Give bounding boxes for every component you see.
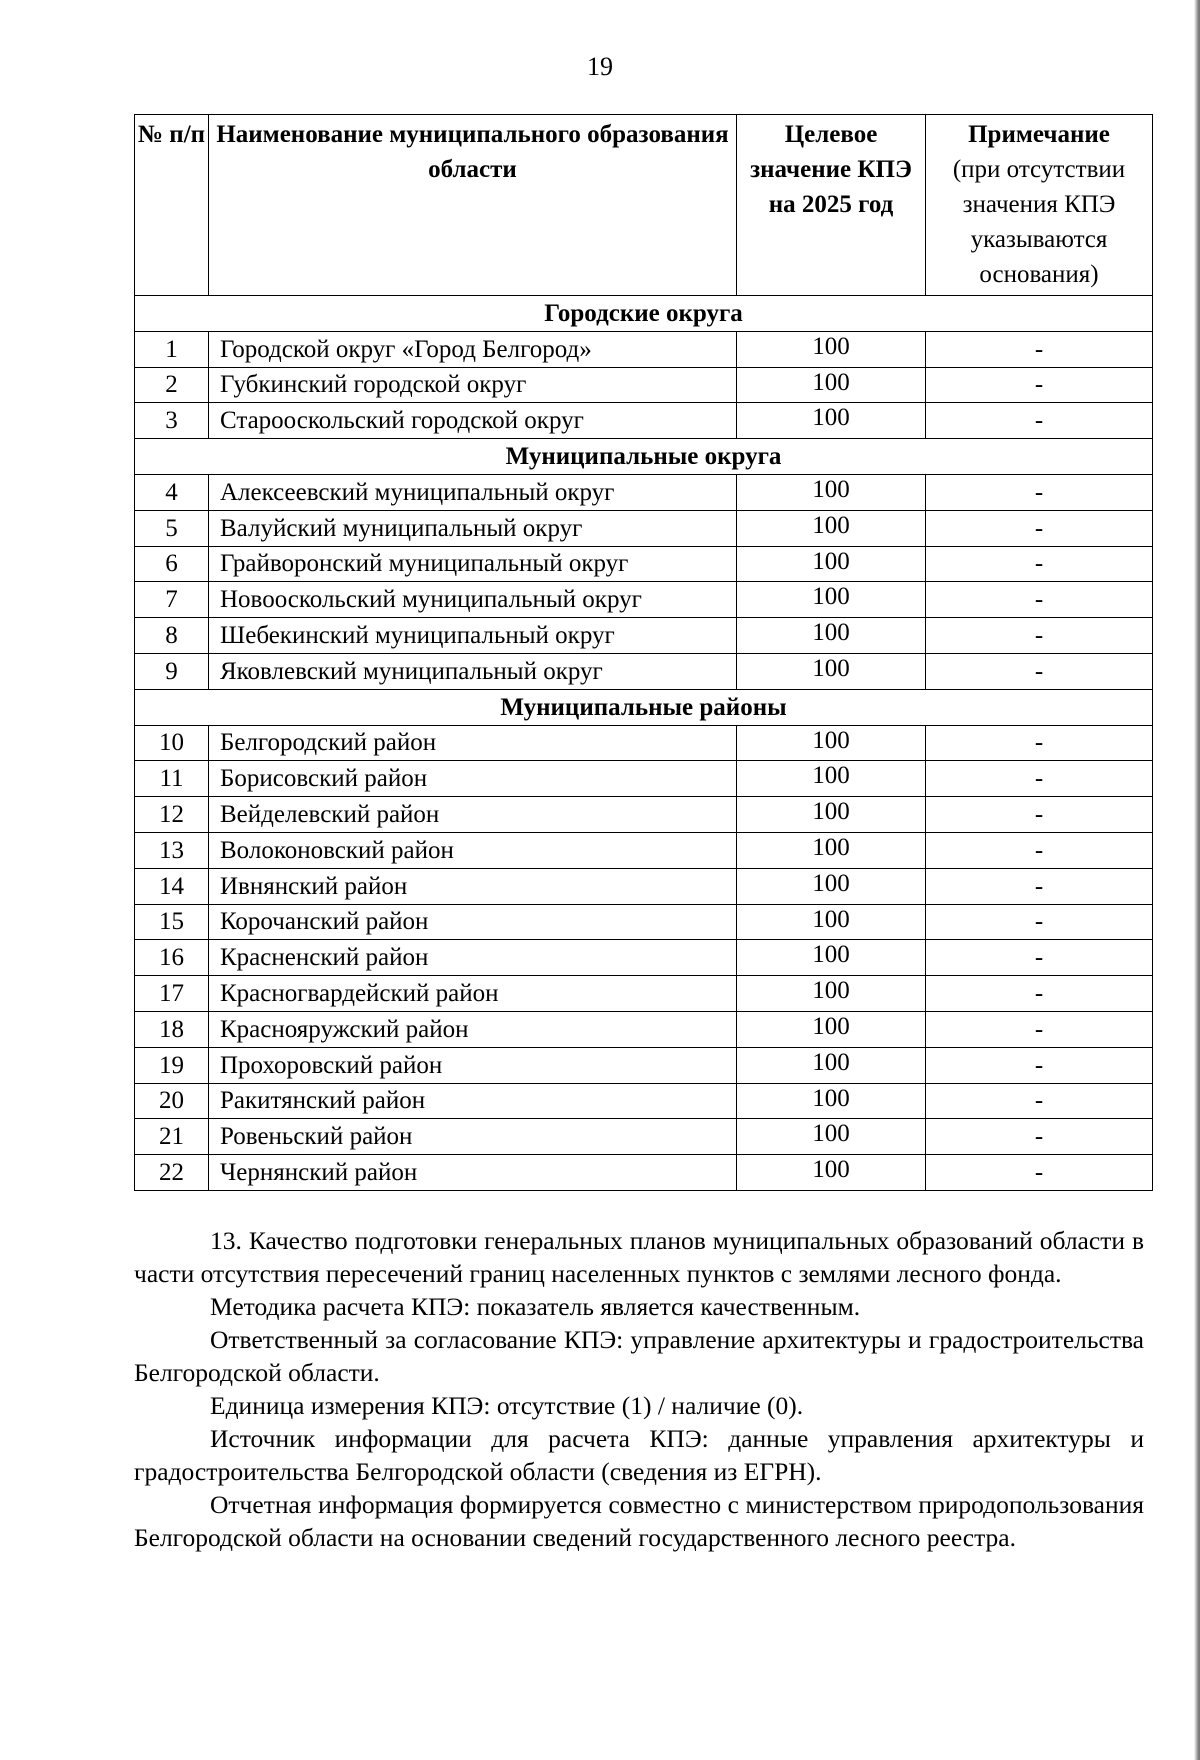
row-note: -: [926, 403, 1153, 439]
row-number: 15: [135, 904, 209, 940]
text-block: [134, 1224, 1144, 1554]
table-body: [135, 296, 1153, 1191]
table-row: [135, 1119, 1153, 1155]
table-row: [135, 904, 1153, 940]
row-number: 2: [135, 367, 209, 403]
row-name: Губкинский городской округ: [209, 367, 737, 403]
table-row: [135, 582, 1153, 618]
table-row: [135, 976, 1153, 1012]
row-note: -: [926, 1011, 1153, 1047]
row-note: -: [926, 725, 1153, 761]
header-target: Целевое значение КПЭ на 2025 год: [737, 115, 926, 296]
row-note: -: [926, 797, 1153, 833]
row-target-value: 100: [737, 976, 926, 1012]
row-number: 5: [135, 510, 209, 546]
row-name: Красногвардейский район: [209, 976, 737, 1012]
paragraph-responsible: Ответственный за согласование КПЭ: управление архитектуры и градостроительства Белгородской области.: [134, 1325, 1144, 1387]
row-number: 17: [135, 976, 209, 1012]
row-target-value: 100: [737, 797, 926, 833]
row-number: 18: [135, 1011, 209, 1047]
table-row: [135, 725, 1153, 761]
row-note: -: [926, 546, 1153, 582]
table-row: [135, 367, 1153, 403]
row-name: Борисовский район: [209, 761, 737, 797]
row-note: -: [926, 976, 1153, 1012]
row-number: 14: [135, 868, 209, 904]
row-note: -: [926, 474, 1153, 510]
paragraph-indicator-title: 13. Качество подготовки генеральных планов муниципальных образований области в части отсутствия пересечений границ населенных пунктов с землями лесного фонда.: [134, 1226, 1144, 1288]
table-row: [135, 868, 1153, 904]
paragraph-method: Методика расчета КПЭ: показатель является качественным.: [210, 1292, 861, 1321]
section-row: [135, 439, 1153, 475]
table-row: [135, 474, 1153, 510]
row-note: -: [926, 1155, 1153, 1191]
header-note-sub: (при отсутствии значения КПЭ указываются основания): [952, 156, 1126, 288]
table-row: [135, 940, 1153, 976]
row-note: -: [926, 1083, 1153, 1119]
row-name: Яковлевский муниципальный округ: [209, 653, 737, 689]
row-target-value: 100: [737, 367, 926, 403]
row-number: 22: [135, 1155, 209, 1191]
header-num: № п/п: [135, 115, 209, 296]
row-target-value: 100: [737, 618, 926, 654]
row-note: -: [926, 1047, 1153, 1083]
row-number: 16: [135, 940, 209, 976]
row-name: Старооскольский городской округ: [209, 403, 737, 439]
row-target-value: 100: [737, 403, 926, 439]
row-target-value: 100: [737, 331, 926, 367]
row-note: -: [926, 832, 1153, 868]
header-note: [926, 115, 1153, 296]
row-name: Чернянский район: [209, 1155, 737, 1191]
row-target-value: 100: [737, 510, 926, 546]
row-name: Белгородский район: [209, 725, 737, 761]
table-row: [135, 653, 1153, 689]
paragraph-source: Источник информации для расчета КПЭ: данные управления архитектуры и градостроительства Белгородской области (сведения из ЕГРН).: [134, 1424, 1144, 1486]
row-note: -: [926, 510, 1153, 546]
row-target-value: 100: [737, 832, 926, 868]
table-row: [135, 761, 1153, 797]
table-row: [135, 832, 1153, 868]
row-note: -: [926, 761, 1153, 797]
row-name: Краснояружский район: [209, 1011, 737, 1047]
paragraph-unit: Единица измерения КПЭ: отсутствие (1) / наличие (0).: [210, 1391, 804, 1420]
table-row: [135, 618, 1153, 654]
section-title: Муниципальные районы: [135, 689, 1153, 725]
table-row: [135, 403, 1153, 439]
row-name: Ракитянский район: [209, 1083, 737, 1119]
row-target-value: 100: [737, 582, 926, 618]
row-number: 13: [135, 832, 209, 868]
table-header-row: [135, 115, 1153, 296]
row-target-value: 100: [737, 1119, 926, 1155]
row-note: -: [926, 1119, 1153, 1155]
row-name: Прохоровский район: [209, 1047, 737, 1083]
table-row: [135, 797, 1153, 833]
row-note: -: [926, 868, 1153, 904]
row-number: 6: [135, 546, 209, 582]
row-name: Корочанский район: [209, 904, 737, 940]
page-number: 19: [587, 52, 613, 81]
row-number: 8: [135, 618, 209, 654]
row-target-value: 100: [737, 1155, 926, 1191]
table-row: [135, 510, 1153, 546]
row-target-value: 100: [737, 1047, 926, 1083]
row-note: -: [926, 904, 1153, 940]
row-target-value: 100: [737, 474, 926, 510]
row-number: 20: [135, 1083, 209, 1119]
row-note: -: [926, 331, 1153, 367]
row-target-value: 100: [737, 761, 926, 797]
row-target-value: 100: [737, 868, 926, 904]
row-name: Ивнянский район: [209, 868, 737, 904]
scan-edge: [1194, 0, 1200, 1760]
row-name: Шебекинский муниципальный округ: [209, 618, 737, 654]
table-row: [135, 331, 1153, 367]
row-number: 19: [135, 1047, 209, 1083]
row-number: 10: [135, 725, 209, 761]
table-row: [135, 1011, 1153, 1047]
row-target-value: 100: [737, 1011, 926, 1047]
section-title: Городские округа: [135, 296, 1153, 332]
row-name: Волоконовский район: [209, 832, 737, 868]
row-number: 1: [135, 331, 209, 367]
section-row: [135, 296, 1153, 332]
row-target-value: 100: [737, 904, 926, 940]
row-note: -: [926, 367, 1153, 403]
kpe-table: [134, 114, 1153, 1191]
row-name: Городской округ «Город Белгород»: [209, 331, 737, 367]
row-name: Новооскольский муниципальный округ: [209, 582, 737, 618]
row-number: 4: [135, 474, 209, 510]
row-target-value: 100: [737, 725, 926, 761]
row-target-value: 100: [737, 940, 926, 976]
row-number: 12: [135, 797, 209, 833]
row-target-value: 100: [737, 1083, 926, 1119]
row-name: Валуйский муниципальный округ: [209, 510, 737, 546]
row-note: -: [926, 940, 1153, 976]
row-note: -: [926, 653, 1153, 689]
row-target-value: 100: [737, 653, 926, 689]
row-name: Алексеевский муниципальный округ: [209, 474, 737, 510]
row-number: 9: [135, 653, 209, 689]
header-note-title: Примечание: [968, 121, 1110, 148]
header-name: Наименование муниципального образования области: [209, 115, 737, 296]
table-row: [135, 546, 1153, 582]
row-name: Ровеньский район: [209, 1119, 737, 1155]
row-name: Грайворонский муниципальный округ: [209, 546, 737, 582]
row-number: 11: [135, 761, 209, 797]
row-name: Красненский район: [209, 940, 737, 976]
table-row: [135, 1083, 1153, 1119]
row-target-value: 100: [737, 546, 926, 582]
paragraph-reporting: Отчетная информация формируется совместно с министерством природопользования Белгородской области на основании сведений государственного лесного реестра.: [134, 1490, 1144, 1552]
table-row: [135, 1155, 1153, 1191]
row-name: Вейделевский район: [209, 797, 737, 833]
row-number: 3: [135, 403, 209, 439]
row-number: 21: [135, 1119, 209, 1155]
section-title: Муниципальные округа: [135, 439, 1153, 475]
row-note: -: [926, 618, 1153, 654]
row-note: -: [926, 582, 1153, 618]
table-row: [135, 1047, 1153, 1083]
section-row: [135, 689, 1153, 725]
row-number: 7: [135, 582, 209, 618]
